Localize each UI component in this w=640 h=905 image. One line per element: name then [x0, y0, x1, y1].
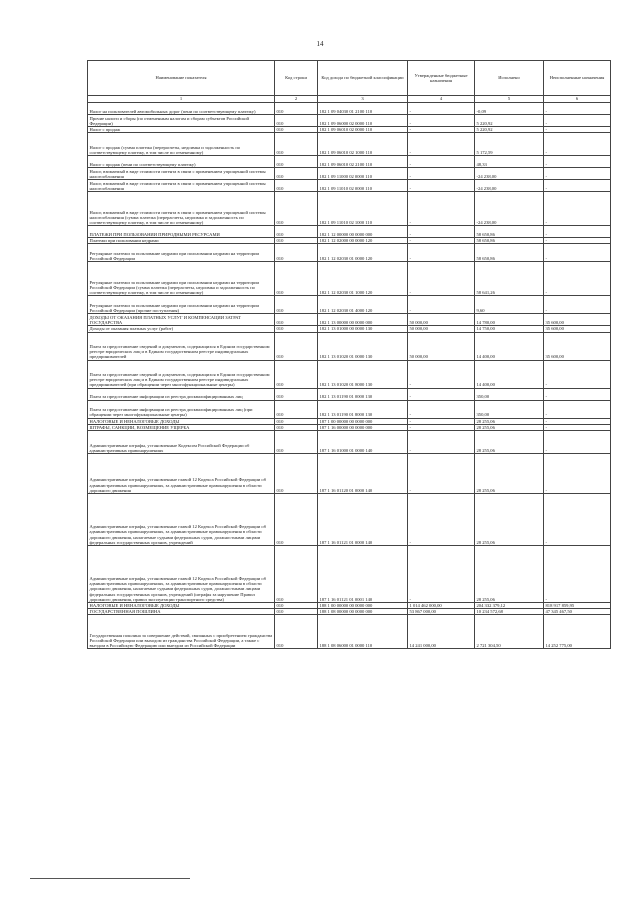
indicator-name-cell: ШТРАФЫ, САНКЦИИ, ВОЗМЕЩЕНИЕ УЩЕРБА: [88, 424, 275, 430]
indicator-name-cell: Налог с продаж (пени по соответствующему платежу): [88, 156, 275, 168]
column-number: 5: [475, 96, 544, 103]
column-number: 6: [544, 96, 611, 103]
header-approved: Утвержденные бюджетные назначения: [408, 61, 475, 96]
table-row: [88, 115, 611, 127]
unexecuted-amount-cell: 818 917 859,95: [544, 603, 611, 609]
row-code-cell: 010: [275, 226, 318, 238]
income-code-cell: 188 1 08 06000 01 0000 110: [318, 615, 408, 649]
header-row-code: Код строки: [275, 61, 318, 96]
row-code-cell: 010: [275, 332, 318, 360]
indicator-name-cell: НАЛОГОВЫЕ И НЕНАЛОГОВЫЕ ДОХОДЫ: [88, 418, 275, 424]
executed-amount-cell: 58 650,86: [475, 244, 544, 262]
approved-amount-cell: -: [408, 168, 475, 180]
approved-amount-cell: 50 000,00: [408, 314, 475, 326]
executed-amount-cell: 350,00: [475, 400, 544, 418]
approved-amount-cell: -: [408, 192, 475, 226]
table-row: [88, 156, 611, 168]
indicator-name-cell: Платежи при пользовании недрами: [88, 238, 275, 244]
unexecuted-amount-cell: -: [544, 454, 611, 494]
unexecuted-amount-cell: -: [544, 238, 611, 244]
executed-amount-cell: 350,00: [475, 388, 544, 400]
unexecuted-amount-cell: 14 252 775,00: [544, 615, 611, 649]
unexecuted-amount-cell: -: [544, 168, 611, 180]
row-code-cell: 010: [275, 238, 318, 244]
income-code-cell: 182 1 09 06010 02 2100 110: [318, 156, 408, 168]
column-number: 1: [88, 96, 275, 103]
income-code-cell: 187 1 16 00000 00 0000 000: [318, 424, 408, 430]
unexecuted-amount-cell: 47 345 467,50: [544, 609, 611, 615]
income-code-cell: 182 1 09 04030 01 2100 110: [318, 103, 408, 115]
indicator-name-cell: Административные штрафы, установленные главой 12 Кодекса Российской Федерации об административных правонарушениях, за административные правонарушения в области дорожного движения, налагаемые судьями федеральных судов, должностными лицами федеральных государственных органов, учреждений: [88, 494, 275, 546]
row-code-cell: 010: [275, 314, 318, 326]
indicator-name-cell: Плата за предоставление информации из реестра дисквалифицированных лиц: [88, 388, 275, 400]
table-row: [88, 244, 611, 262]
income-code-cell: 182 1 13 00000 00 0000 000: [318, 314, 408, 326]
approved-amount-cell: -: [408, 418, 475, 424]
indicator-name-cell: Налог, взимаемый в виде стоимости патента в связи с применением упрощенной системы налогообложения: [88, 180, 275, 192]
indicator-name-cell: Административные штрафы, установленные главой 12 Кодекса Российской Федерации об административных правонарушениях, за административные правонарушения в области дорожного движения: [88, 454, 275, 494]
row-code-cell: 010: [275, 156, 318, 168]
indicator-name-cell: Налог с продаж (сумма платежа (перерасчеты, недоимка и задолженность по соответствующему платежу, в том числе по отмененному): [88, 133, 275, 156]
row-code-cell: 010: [275, 400, 318, 418]
table-row: [88, 546, 611, 603]
unexecuted-amount-cell: -: [544, 360, 611, 388]
unexecuted-amount-cell: -: [544, 127, 611, 133]
unexecuted-amount-cell: -: [544, 156, 611, 168]
indicator-name-cell: Доходы от оказания платных услуг (работ): [88, 326, 275, 332]
approved-amount-cell: 50 000,00: [408, 326, 475, 332]
unexecuted-amount-cell: -: [544, 262, 611, 296]
income-code-cell: 187 1 16 01000 01 0000 140: [318, 431, 408, 454]
row-code-cell: 010: [275, 609, 318, 615]
unexecuted-amount-cell: -: [544, 400, 611, 418]
row-code-cell: 010: [275, 494, 318, 546]
executed-amount-cell: 28 255,06: [475, 431, 544, 454]
table-header-row: [88, 61, 611, 96]
row-code-cell: 010: [275, 192, 318, 226]
row-code-cell: 010: [275, 180, 318, 192]
approved-amount-cell: 1 014 462 000,00: [408, 603, 475, 609]
income-code-cell: 182 1 12 02030 01 1000 120: [318, 262, 408, 296]
row-code-cell: 010: [275, 454, 318, 494]
executed-amount-cell: 2 721 304,50: [475, 615, 544, 649]
unexecuted-amount-cell: 35 600,00: [544, 314, 611, 326]
income-code-cell: 182 1 09 11000 02 0000 110: [318, 168, 408, 180]
executed-amount-cell: -24 238,00: [475, 168, 544, 180]
executed-amount-cell: 10 234 572,68: [475, 609, 544, 615]
row-code-cell: 010: [275, 360, 318, 388]
row-code-cell: 010: [275, 388, 318, 400]
executed-amount-cell: -24 238,00: [475, 192, 544, 226]
row-code-cell: 010: [275, 546, 318, 603]
income-code-cell: 182 1 13 01020 01 0000 130: [318, 332, 408, 360]
row-code-cell: 010: [275, 296, 318, 314]
unexecuted-amount-cell: -: [544, 388, 611, 400]
row-code-cell: 010: [275, 603, 318, 609]
income-code-cell: 187 1 16 01121 01 0001 140: [318, 546, 408, 603]
unexecuted-amount-cell: -: [544, 192, 611, 226]
indicator-name-cell: Административные штрафы, установленные главой 12 Кодекса Российской Федерации об административных правонарушениях, за административные правонарушения в области дорожного движения, налагаемые судьями федеральных судов, должностными лицами федеральных государственных органов, учреждений (штрафы за нарушение Правил дорожного движения, правил эксплуатации транспортного средства): [88, 546, 275, 603]
indicator-name-cell: Регулярные платежи за пользование недрами при пользовании недрами на территории Российской Федерации (прочие поступления): [88, 296, 275, 314]
approved-amount-cell: 14 241 000,00: [408, 615, 475, 649]
executed-amount-cell: 28 255,06: [475, 454, 544, 494]
indicator-name-cell: ДОХОДЫ ОТ ОКАЗАНИЯ ПЛАТНЫХ УСЛУГ И КОМПЕНСАЦИИ ЗАТРАТ ГОСУДАРСТВА: [88, 314, 275, 326]
indicator-name-cell: Плата за предоставление информации из реестра дисквалифицированных лиц (при обращении через многофункциональные центры): [88, 400, 275, 418]
approved-amount-cell: -: [408, 103, 475, 115]
approved-amount-cell: -: [408, 244, 475, 262]
unexecuted-amount-cell: -: [544, 431, 611, 454]
table-row: [88, 226, 611, 238]
income-code-cell: 188 1 00 00000 00 0000 000: [318, 603, 408, 609]
table-row: [88, 388, 611, 400]
indicator-name-cell: Налог, взимаемый в виде стоимости патента в связи с применением упрощенной системы налогообложения (сумма платежа (перерасчеты, недоимка и задолженность по соответствующему платежу, в том числе по отмененному): [88, 192, 275, 226]
income-code-cell: 187 1 00 00000 00 0000 000: [318, 418, 408, 424]
header-executed: Исполнено: [475, 61, 544, 96]
row-code-cell: 010: [275, 133, 318, 156]
approved-amount-cell: -: [408, 546, 475, 603]
income-report-table: [87, 60, 611, 649]
footer-divider: [30, 878, 190, 879]
executed-amount-cell: 28 255,06: [475, 424, 544, 430]
indicator-name-cell: Налог, взимаемый в виде стоимости патента в связи с применением упрощенной системы налогообложения: [88, 168, 275, 180]
approved-amount-cell: 53 867 000,00: [408, 609, 475, 615]
income-code-cell: 182 1 09 06010 02 0000 110: [318, 127, 408, 133]
header-unexecuted: Неисполненные назначения: [544, 61, 611, 96]
executed-amount-cell: 28 255,06: [475, 418, 544, 424]
unexecuted-amount-cell: 35 600,00: [544, 326, 611, 332]
approved-amount-cell: -: [408, 127, 475, 133]
approved-amount-cell: -: [408, 296, 475, 314]
executed-amount-cell: 5 172,59: [475, 133, 544, 156]
income-code-cell: 182 1 13 01190 01 0000 130: [318, 388, 408, 400]
income-code-cell: 182 1 12 02030 01 0000 120: [318, 244, 408, 262]
income-code-cell: 182 1 13 01020 01 8000 130: [318, 360, 408, 388]
approved-amount-cell: -: [408, 133, 475, 156]
approved-amount-cell: -: [408, 115, 475, 127]
indicator-name-cell: Прочие налоги и сборы (по отмененным налогам и сборам субъектов Российской Федерации): [88, 115, 275, 127]
table-row: [88, 103, 611, 115]
unexecuted-amount-cell: 35 600,00: [544, 332, 611, 360]
income-code-cell: 182 1 09 11010 02 1000 110: [318, 192, 408, 226]
income-code-cell: 188 1 08 00000 00 0000 000: [318, 609, 408, 615]
row-code-cell: 010: [275, 615, 318, 649]
table-row: [88, 262, 611, 296]
column-number: 2: [275, 96, 318, 103]
unexecuted-amount-cell: -: [544, 115, 611, 127]
executed-amount-cell: 48,33: [475, 156, 544, 168]
row-code-cell: 010: [275, 115, 318, 127]
indicator-name-cell: Налог на пользователей автомобильных дорог (пени по соответствующему платежу): [88, 103, 275, 115]
indicator-name-cell: Налог с продаж: [88, 127, 275, 133]
income-code-cell: 182 1 13 01000 00 0000 130: [318, 326, 408, 332]
approved-amount-cell: -: [408, 388, 475, 400]
executed-amount-cell: 204 332 379,12: [475, 603, 544, 609]
income-code-cell: 187 1 16 01121 01 0000 140: [318, 494, 408, 546]
unexecuted-amount-cell: -: [544, 103, 611, 115]
row-code-cell: 010: [275, 262, 318, 296]
unexecuted-amount-cell: -: [544, 226, 611, 238]
executed-amount-cell: 5 220,92: [475, 127, 544, 133]
header-indicator-name: Наименование показателя: [88, 61, 275, 96]
executed-amount-cell: 9,60: [475, 296, 544, 314]
approved-amount-cell: 50 000,00: [408, 332, 475, 360]
table-row: [88, 314, 611, 326]
page-number: 14: [316, 40, 324, 48]
income-code-cell: 187 1 16 01120 01 0000 140: [318, 454, 408, 494]
executed-amount-cell: 14 750,00: [475, 326, 544, 332]
approved-amount-cell: -: [408, 424, 475, 430]
table-row: [88, 360, 611, 388]
income-code-cell: 182 1 09 11010 02 0000 110: [318, 180, 408, 192]
table-row: [88, 168, 611, 180]
table-row: [88, 332, 611, 360]
approved-amount-cell: -: [408, 156, 475, 168]
unexecuted-amount-cell: -: [544, 244, 611, 262]
table-row: [88, 615, 611, 649]
indicator-name-cell: Регулярные платежи за пользование недрами при пользовании недрами на территории Российской Федерации: [88, 244, 275, 262]
indicator-name-cell: ПЛАТЕЖИ ПРИ ПОЛЬЗОВАНИИ ПРИРОДНЫМИ РЕСУРСАМИ: [88, 226, 275, 238]
indicator-name-cell: Административные штрафы, установленные Кодексом Российской Федерации об административных правонарушениях: [88, 431, 275, 454]
column-number: 3: [318, 96, 408, 103]
income-code-cell: 182 1 12 02030 01 4000 120: [318, 296, 408, 314]
table-row: [88, 431, 611, 454]
row-code-cell: 010: [275, 127, 318, 133]
approved-amount-cell: -: [408, 400, 475, 418]
indicator-name-cell: Плата за предоставление сведений и документов, содержащихся в Едином государственном реестре юридических лиц и в Едином государственном реестре индивидуальных предпринимателей: [88, 332, 275, 360]
row-code-cell: 010: [275, 326, 318, 332]
row-code-cell: 010: [275, 244, 318, 262]
indicator-name-cell: НАЛОГОВЫЕ И НЕНАЛОГОВЫЕ ДОХОДЫ: [88, 603, 275, 609]
executed-amount-cell: 14 400,00: [475, 332, 544, 360]
executed-amount-cell: 28 255,06: [475, 494, 544, 546]
table-body: [88, 103, 611, 649]
column-numbers-row: [88, 96, 611, 103]
approved-amount-cell: -: [408, 238, 475, 244]
indicator-name-cell: Государственная пошлина за совершение действий, связанных с приобретением гражданства Российской Федерации или выходом из гражданства Российской Федерации, а также с въездом в Российскую Федерацию или выездом из Российской Федерации: [88, 615, 275, 649]
table-row: [88, 133, 611, 156]
executed-amount-cell: 28 255,06: [475, 546, 544, 603]
approved-amount-cell: -: [408, 431, 475, 454]
unexecuted-amount-cell: -: [544, 180, 611, 192]
table-row: [88, 400, 611, 418]
table-row: [88, 454, 611, 494]
approved-amount-cell: -: [408, 226, 475, 238]
row-code-cell: 010: [275, 103, 318, 115]
indicator-name-cell: Плата за предоставление сведений и документов, содержащихся в Едином государственном реестре юридических лиц и в Едином государственном реестре индивидуальных предпринимателей (при обращении через многофункциональные центры): [88, 360, 275, 388]
income-code-cell: 182 1 12 00000 00 0000 000: [318, 226, 408, 238]
executed-amount-cell: 58 650,86: [475, 226, 544, 238]
income-code-cell: 182 1 09 06000 02 0000 110: [318, 115, 408, 127]
table-row: [88, 180, 611, 192]
row-code-cell: 010: [275, 168, 318, 180]
header-income-code: Код дохода по бюджетной классификации: [318, 61, 408, 96]
executed-amount-cell: -0,09: [475, 103, 544, 115]
approved-amount-cell: -: [408, 180, 475, 192]
column-number: 4: [408, 96, 475, 103]
row-code-cell: 010: [275, 424, 318, 430]
income-code-cell: 182 1 13 01190 01 8000 130: [318, 400, 408, 418]
approved-amount-cell: -: [408, 360, 475, 388]
unexecuted-amount-cell: -: [544, 133, 611, 156]
executed-amount-cell: 14 780,00: [475, 314, 544, 326]
unexecuted-amount-cell: -: [544, 546, 611, 603]
approved-amount-cell: -: [408, 454, 475, 494]
approved-amount-cell: -: [408, 494, 475, 546]
approved-amount-cell: -: [408, 262, 475, 296]
executed-amount-cell: 5 220,92: [475, 115, 544, 127]
unexecuted-amount-cell: -: [544, 424, 611, 430]
table-row: [88, 494, 611, 546]
unexecuted-amount-cell: -: [544, 296, 611, 314]
table-row: [88, 192, 611, 226]
indicator-name-cell: Регулярные платежи за пользование недрами при пользовании недрами на территории Российской Федерации (сумма платежа (перерасчеты, недоимка и задолженность по соответствующему платежу, в том числе по отмененному): [88, 262, 275, 296]
executed-amount-cell: 14 400,00: [475, 360, 544, 388]
indicator-name-cell: ГОСУДАРСТВЕННАЯ ПОШЛИНА: [88, 609, 275, 615]
income-code-cell: 182 1 09 06010 02 1000 110: [318, 133, 408, 156]
table-row: [88, 296, 611, 314]
executed-amount-cell: 58 641,26: [475, 262, 544, 296]
unexecuted-amount-cell: -: [544, 418, 611, 424]
income-code-cell: 182 1 12 02000 00 0000 120: [318, 238, 408, 244]
executed-amount-cell: -24 238,00: [475, 180, 544, 192]
executed-amount-cell: 58 650,86: [475, 238, 544, 244]
unexecuted-amount-cell: -: [544, 494, 611, 546]
row-code-cell: 010: [275, 431, 318, 454]
row-code-cell: 010: [275, 418, 318, 424]
